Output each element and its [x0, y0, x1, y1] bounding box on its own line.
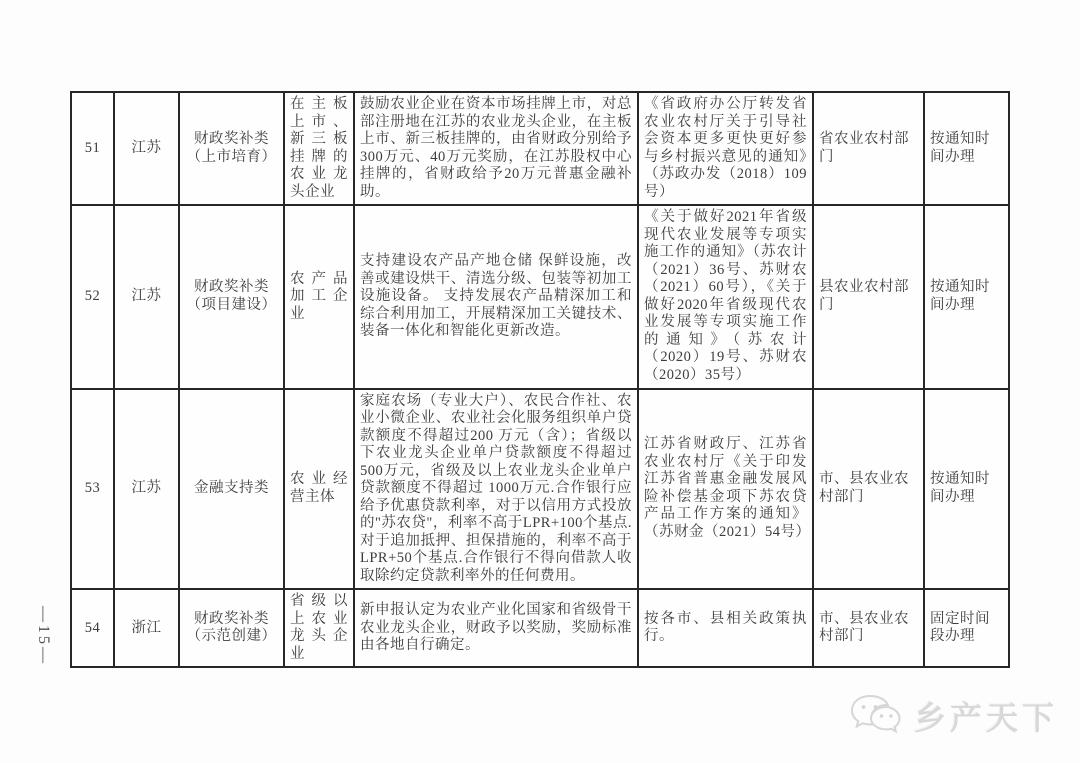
cell-policy-basis: 《省政府办公厅转发省农业农村厅关于引导社会资本更多更快更好参与乡村振兴意见的通知》（苏政办发（2018）109号） — [638, 92, 813, 205]
cell-department: 市、县农业农村部门 — [813, 589, 924, 667]
cell-entity: 农产品加工企业 — [284, 205, 354, 388]
cell-province: 江苏 — [114, 389, 179, 590]
cell-department: 省农业农村部门 — [813, 92, 924, 205]
cell-processing-time: 固定时间段办理 — [924, 589, 1009, 667]
table-row — [71, 389, 1009, 590]
cell-policy-basis: 江苏省财政厅、江苏省农业农村厅《关于印发江苏省普惠金融发展风险补偿基金项下苏农贷产品工作方案的通知》（苏财金（2021）54号） — [638, 389, 813, 590]
table-row — [71, 92, 1009, 205]
brand-watermark — [848, 692, 1058, 740]
cell-entity: 农业经营主体 — [284, 389, 354, 590]
cell-processing-time: 按通知时间办理 — [924, 92, 1009, 205]
cell-index: 54 — [71, 589, 114, 667]
cell-description: 家庭农场（专业大户）、农民合作社、农业小微企业、农业社会化服务组织单户贷款额度不得超过200 万元（含）；省级以下农业龙头企业单户贷款额度不得超过 500万元，省级及以上农业龙头企业单户贷款额度不得超过 1000万元.合作银行应给予优惠贷款利率，对于以信用方式投放的"苏农贷"，利率不高于LPR+100个基点. 对于追加抵押、担保措施的，利率不高于LPR+50个基点.合作银行不得向借款人收取除约定贷款利率外的任何费用。 — [354, 389, 638, 590]
cell-description: 新申报认定为农业产业化国家和省级骨干农业龙头企业，财政予以奖励，奖励标准由各地自行确定。 — [354, 589, 638, 667]
cell-processing-time: 按通知时间办理 — [924, 205, 1009, 388]
cell-index: 52 — [71, 205, 114, 388]
cell-policy-basis: 按各市、县相关政策执行。 — [638, 589, 813, 667]
brand-name: 乡产天下 — [913, 700, 1058, 736]
cell-entity: 省级以上农业龙头企业 — [284, 589, 354, 667]
cell-category: 金融支持类 — [179, 389, 284, 590]
cell-description: 鼓励农业企业在资本市场挂牌上市，对总部注册地在江苏的农业龙头企业，在主板上市、新三板挂牌的，由省财政分别给予300万元、40万元奖励，在江苏股权中心挂牌的，省财政给予20万元普惠金融补助。 — [354, 92, 638, 205]
cell-province: 江苏 — [114, 92, 179, 205]
cell-processing-time: 按通知时间办理 — [924, 389, 1009, 590]
cell-entity: 在主板上市、新三板挂牌的农业龙头企业 — [284, 92, 354, 205]
cell-policy-basis: 《关于做好2021年省级现代农业发展等专项实施工作的通知》（苏农计（2021）36号、苏财农（2021）60号），《关于做好2020年省级现代农业发展等专项实施工作的通知》（苏农计（2020）19号、苏财农（2020）35号） — [638, 205, 813, 388]
wechat-icon — [848, 692, 904, 740]
cell-category: 财政奖补类（项目建设） — [179, 205, 284, 388]
table-row — [71, 205, 1009, 388]
cell-index: 53 — [71, 389, 114, 590]
table-row — [71, 589, 1009, 667]
cell-province: 浙江 — [114, 589, 179, 667]
cell-category: 财政奖补类（示范创建） — [179, 589, 284, 667]
cell-index: 51 — [71, 92, 114, 205]
cell-department: 市、县农业农村部门 — [813, 389, 924, 590]
cell-department: 县农业农村部门 — [813, 205, 924, 388]
page-number: —15— — [35, 606, 52, 666]
cell-province: 江苏 — [114, 205, 179, 388]
policy-table — [70, 91, 1010, 668]
cell-category: 财政奖补类（上市培育） — [179, 92, 284, 205]
cell-description: 支持建设农产品产地仓储 保鲜设施，改善或建设烘干、清选分级、包装等初加工设施设备。 支持发展农产品精深加工和综合利用加工，开展精深加工关键技术、装备一体化和智能化更新改造。 — [354, 205, 638, 388]
